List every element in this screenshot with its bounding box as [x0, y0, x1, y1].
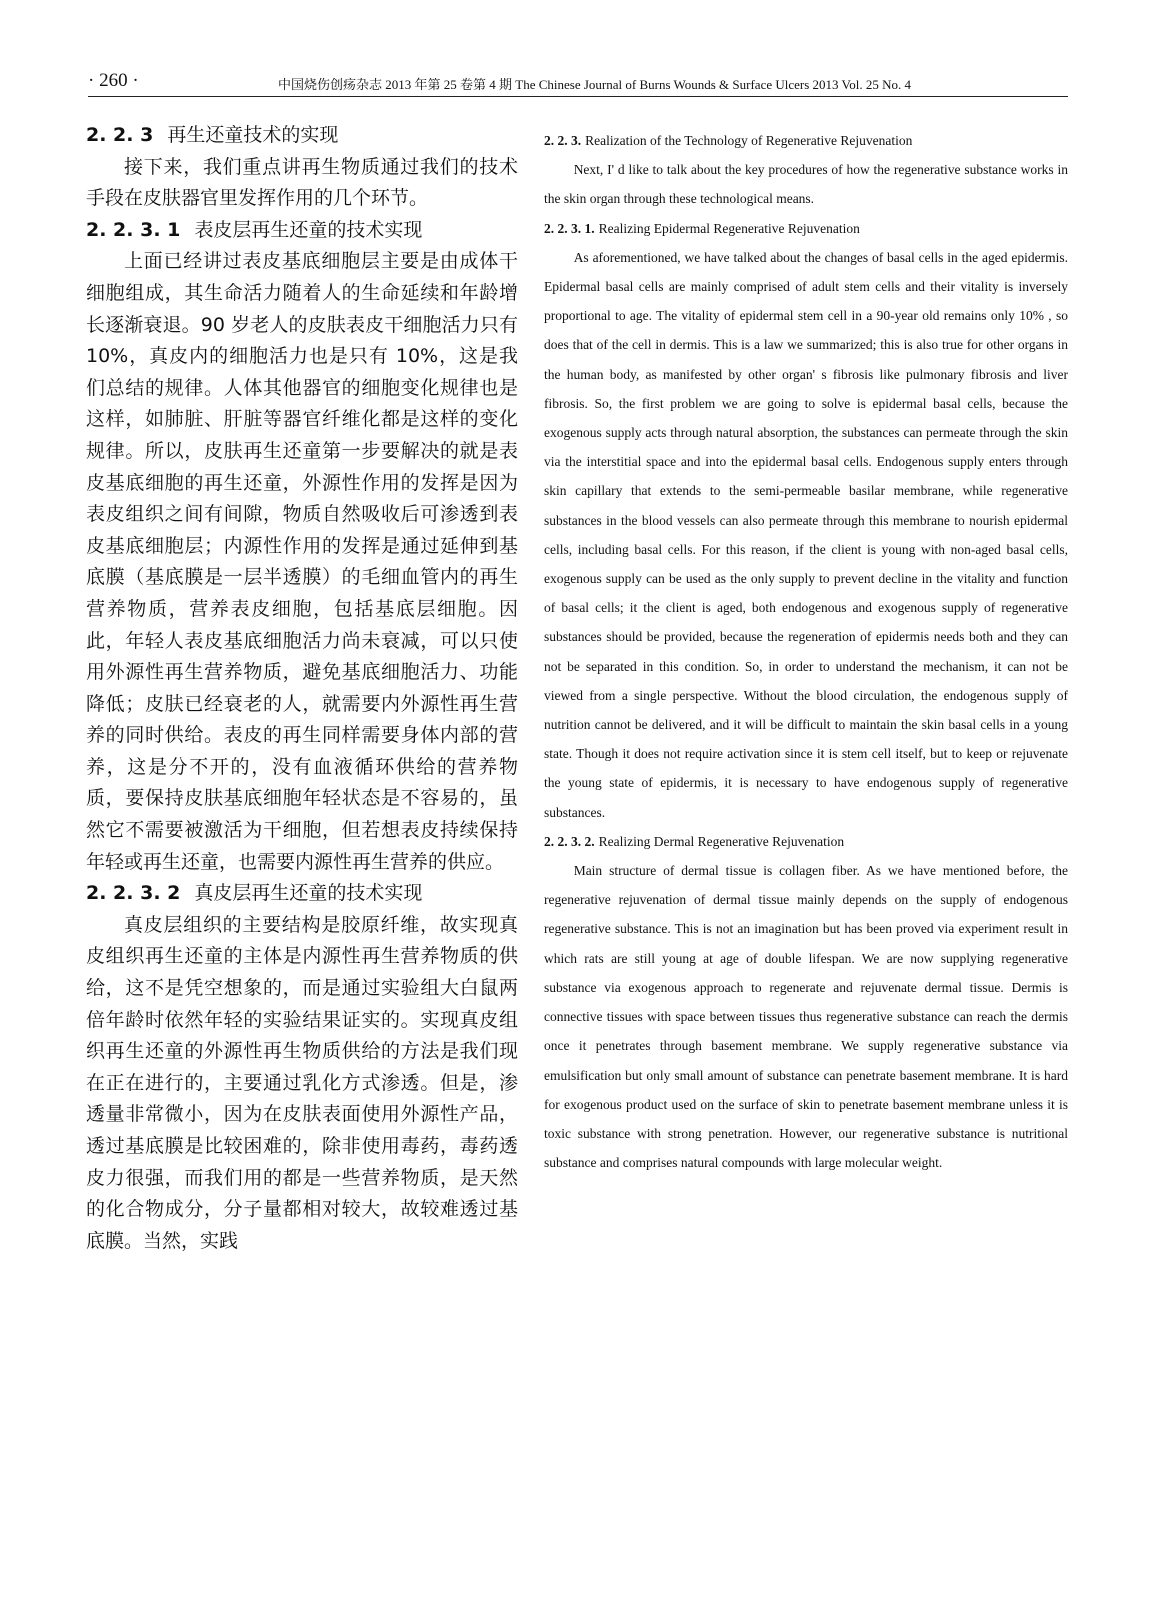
paragraph-dermal-zh: 真皮层组织的主要结构是胶原纤维，故实现真皮组织再生还童的主体是内源性再生营养物质的供给，这不是凭空想象的，而是通过实验组大白鼠两倍年龄时依然年轻的实验结果证实的。实现真皮组织再生还童的外源性再生物质供给的方法是我们现在正在进行的，主要通过乳化方式渗透。但是，渗透量非常微小，因为在皮肤表面使用外源性产品，透过基底膜是比较困难的，除非使用毒药，毒药透皮力很强，而我们用的都是一些营养物质，是天然的化合物成分，分子量都相对较大，故较难透过基底膜。当然，实践	[86, 913, 518, 1252]
paragraph-epidermal-zh: 上面已经讲过表皮基底细胞层主要是由成体干细胞组成，其生命活力随着人的生命延续和年龄增长逐渐衰退。90 岁老人的皮肤表皮干细胞活力只有 10%，真皮内的细胞活力也是只有 10%，这是我们总结的规律。人体其他器官的细胞变化规律也是这样，如肺脏、肝脏等器官纤维化都是这样的变化规律。所以，皮肤再生还童第一步要解决的就是表皮基底细胞的再生还童，外源性作用的发挥是因为表皮组织之间有间隙，物质自然吸收后可渗透到表皮基底细胞层；内源性作用的发挥是通过延伸到基底膜（基底膜是一层半透膜）的毛细血管内的再生营养物质，营养表皮细胞，包括基底层细胞。因此，年轻人表皮基底细胞活力尚未衰减，可以只使用外源性再生营养物质，避免基底细胞活力、功能降低；皮肤已经衰老的人，就需要内外源性再生营养的同时供给。表皮的再生同样需要身体内部的营养，这是分不开的，没有血液循环供给的营养物质，要保持皮肤基底细胞年轻状态是不容易的，虽然它不需要被激活为干细胞，但若想表皮持续保持年轻或再生还童，也需要内源性再生营养的供应。	[86, 250, 518, 873]
english-column	[544, 126, 1068, 1177]
section-heading-2-2-3-1-zh	[86, 215, 518, 247]
section-title: Realization of the Technology of Regenerative Rejuvenation	[585, 133, 913, 148]
section-number: 2. 2. 3. 1.	[544, 220, 595, 236]
paragraph-intro-zh: 接下来，我们重点讲再生物质通过我们的技术手段在皮肤器官里发挥作用的几个环节。	[86, 155, 518, 210]
section-title: 表皮层再生还童的技术实现	[194, 218, 423, 241]
section-number: 2. 2. 3. 2.	[544, 833, 595, 849]
paragraph-dermal-en: Main structure of dermal tissue is collagen fiber. As we have mentioned before, the regenerative rejuvenation of dermal tissue mainly depends on the supply of endogenous regenerative substance. This is not an imagination but has been proved via experiment result in which rats are still young at age of double lifespan. We are now supplying regenerative substance via exogenous approach to regenerate and rejuvenate dermal tissue. Dermis is connective tissues with space between tissues thus regenerative substance can reach the dermis once it penetrates through basement membrane. We supply regenerative substance via emulsification but only small amount of substance can penetrate basement membrane. It is hard for exogenous product used on the surface of skin to penetrate basement membrane unless it is toxic substance with strong penetration. However, our regenerative substance is nutritional substance and comprises natural compounds with large molecular weight.	[544, 863, 1068, 1171]
section-title: 再生还童技术的实现	[167, 124, 339, 146]
section-heading-2-2-3-1-en	[544, 214, 1068, 243]
section-heading-2-2-3-2-en	[544, 827, 1068, 856]
paragraph-intro-en: Next, I' d like to talk about the key procedures of how the regenerative substance works in the skin organ through these technological means.	[544, 162, 1068, 207]
page-number: · 260 ·	[88, 70, 139, 91]
section-heading-2-2-3-2-zh	[86, 878, 518, 910]
section-heading-2-2-3-en	[544, 126, 1068, 155]
section-title: Realizing Dermal Regenerative Rejuvenation	[598, 833, 845, 849]
section-heading-2-2-3-zh	[86, 120, 518, 152]
journal-title: 中国烧伤创疡杂志 2013 年第 25 卷第 4 期 The Chinese Journal of Burns Wounds & Surface Ulcers 2013 Vol. 25 No. 4	[278, 77, 912, 92]
chinese-column	[86, 120, 518, 1257]
section-number: 2. 2. 3. 1	[86, 218, 181, 241]
section-number: 2. 2. 3.	[544, 133, 582, 148]
running-header	[88, 70, 1068, 97]
paragraph-epidermal-en: As aforementioned, we have talked about the changes of basal cells in the aged epidermis. Epidermal basal cells are mainly comprised of adult stem cells and their vitality is inversely proportional to age. The vitality of epidermal stem cell in a 90-year old remains only 10% , so does that of the cell in dermis. This is a law we summarized; this is also true for other organs in the human body, as manifested by other organ' s fibrosis like pulmonary fibrosis and liver fibrosis. So, the first problem we are going to solve is epidermal basal cells, because the exogenous supply acts through natural absorption, the substances can permeate through the skin via the interstitial space and into the epidermal basal cells. Endogenous supply enters through skin capillary that extends to the semi-permeable basilar membrane, while regenerative substances in the blood vessels can also permeate through this membrane to nourish epidermal cells, including basal cells. For this reason, if the client is young with non-aged basal cells, exogenous supply can be used as the only supply to prevent decline in the vitality and function of basal cells; it the client is aged, both endogenous and exogenous supply of regenerative substances should be provided, because the regeneration of epidermis needs both and they can not be separated in this condition. So, in order to understand the mechanism, it can not be viewed from a single perspective. Without the blood circulation, the endogenous supply of nutrition cannot be delivered, and it will be difficult to maintain the skin basal cells in a young state. Though it does not require activation since it is stem cell itself, but to keep or rejuvenate the young state of epidermis, it is necessary to have endogenous supply of regenerative substances.	[544, 249, 1068, 820]
section-title: 真皮层再生还童的技术实现	[194, 882, 423, 905]
section-number: 2. 2. 3	[86, 124, 154, 146]
section-number: 2. 2. 3. 2	[86, 882, 181, 905]
section-title: Realizing Epidermal Regenerative Rejuvenation	[598, 220, 860, 236]
